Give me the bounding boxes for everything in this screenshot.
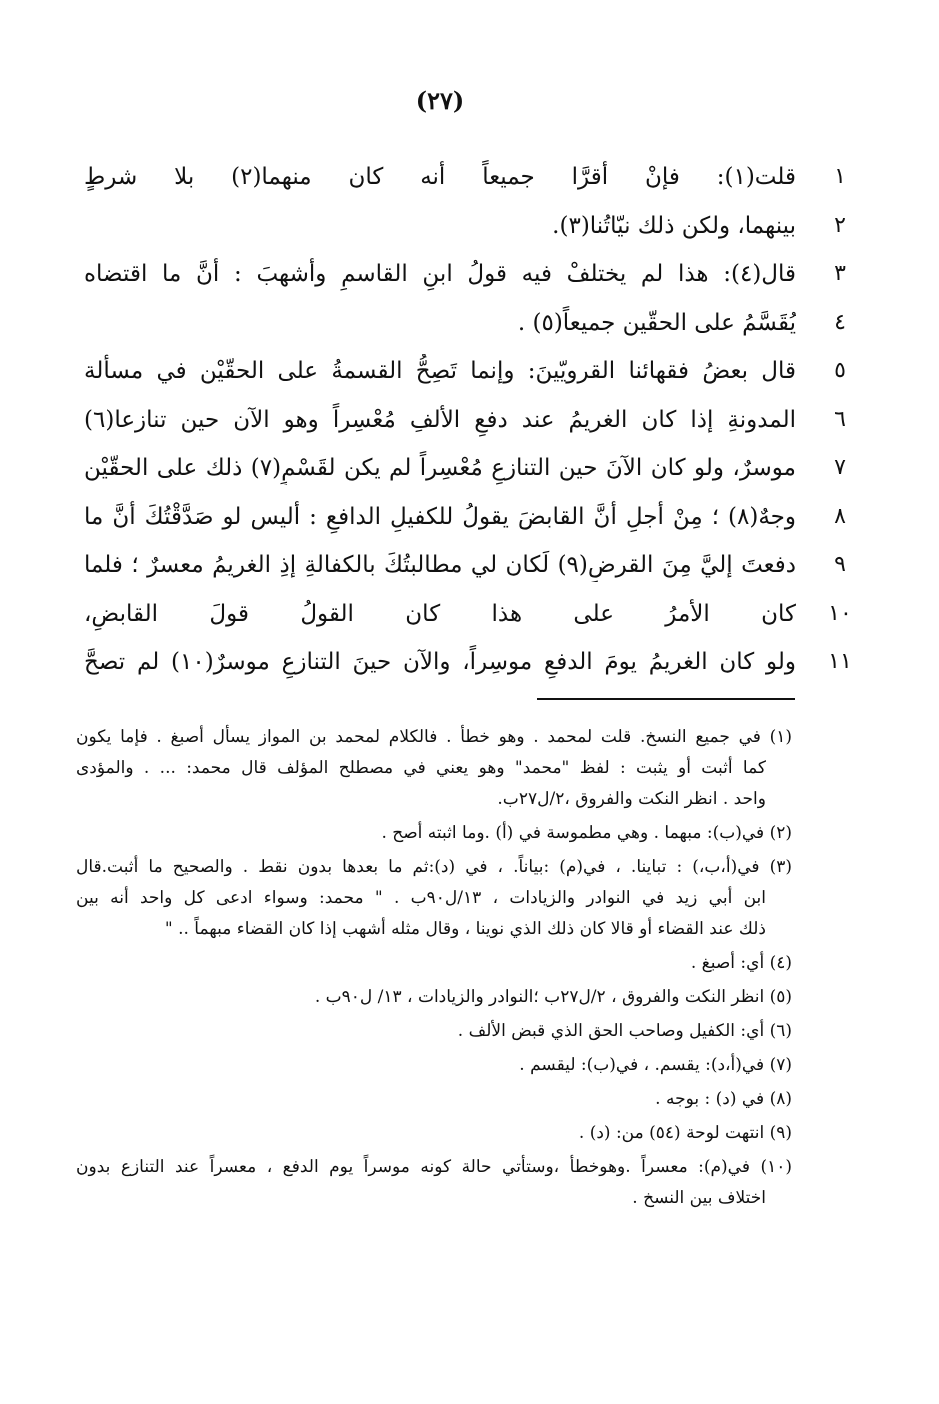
line-number: ١٠ bbox=[828, 600, 852, 626]
footnote-separator bbox=[537, 698, 795, 700]
line-text: كان الأمرُ على هذا كان القولُ قولَ القابضِ، bbox=[84, 600, 796, 627]
footnote-line: (٨) في (د) : بوجه . bbox=[655, 1089, 792, 1109]
line-text: يُقَسَّمُ على الحقّين جميعاً(٥) . bbox=[517, 309, 796, 336]
line-number: ٣ bbox=[834, 261, 846, 286]
footnote bbox=[76, 1050, 792, 1081]
text-line bbox=[60, 593, 860, 642]
text-line bbox=[60, 205, 860, 254]
line-text: ولو كان الغريمُ يومَ الدفعِ موسِراً، والآن حينَ التنازعِ موسرٌ(١٠) لم تصحَّ bbox=[84, 649, 796, 675]
text-line bbox=[60, 302, 860, 351]
footnote-line: (٢) في(ب): مبهما . وهي مطموسة في (أ) .وما اثبته أصح . bbox=[381, 823, 792, 843]
footnote bbox=[76, 1084, 792, 1115]
footnote bbox=[76, 818, 792, 849]
page-number: (٢٧) bbox=[415, 86, 465, 115]
footnote-line: (٩) انتهت لوحة (٥٤) من: (د) . bbox=[578, 1123, 792, 1143]
line-number: ١١ bbox=[828, 649, 852, 674]
footnote-line: (٥) انظر النكت والفروق ، ٢/ل٢٧ب ؛النوادر والزيادات ، ١٣/ ل٩٠ب . bbox=[314, 987, 792, 1007]
footnote-line: (٤) أي: أصبغ . bbox=[690, 953, 792, 973]
footnote bbox=[76, 948, 792, 979]
line-text: دفعتَ إليَّ مِنَ القرضِ(٩) لَكان لي مطالبتُكَ بالكفالةِ إذِ الغريمُ معسرٌ ؛ فلما bbox=[84, 552, 796, 578]
text-line bbox=[60, 253, 860, 302]
line-number: ١ bbox=[834, 164, 846, 189]
line-number: ٨ bbox=[834, 503, 846, 529]
footnote-line: (٣) في(أ،ب،) : تباينا. ، في(م) :بياناً. ، في (د):ثم ما بعدها بدون نقط . والصحيح ما أثبت.قال bbox=[76, 857, 792, 877]
line-number: ٥ bbox=[834, 358, 846, 383]
line-number: ٢ bbox=[834, 212, 846, 238]
text-line bbox=[60, 447, 860, 496]
line-text: موسرٌ، ولو كان الآنَ حين التنازعِ مُعْسِراً لم يكن لقَسْمٍ(٧) ذلك على الحقّيْن bbox=[84, 455, 796, 481]
line-text: قال(٤): هذا لم يختلفْ فيه قولُ ابنِ القاسمِ وأشهبَ : أنَّ ما اقتضاه bbox=[84, 261, 796, 287]
text-line bbox=[60, 156, 860, 205]
footnote-line: ذلك عند القضاء أو قالا كان ذلك الذي نوينا ، وقال مثله أشهب إذا كان القضاء مبهماً .. " bbox=[164, 919, 766, 939]
text-line bbox=[60, 641, 860, 690]
main-text bbox=[60, 156, 860, 690]
text-line bbox=[60, 496, 860, 545]
footnote bbox=[76, 1016, 792, 1047]
footnotes bbox=[76, 722, 792, 1217]
footnote-line: (٧) في(أ،د): يقسم. ، في(ب): ليقسم . bbox=[519, 1055, 792, 1075]
footnote bbox=[76, 1118, 792, 1149]
footnote bbox=[76, 722, 792, 815]
line-number: ٤ bbox=[834, 309, 846, 335]
text-line bbox=[60, 544, 860, 593]
footnote bbox=[76, 1152, 792, 1214]
line-text: قال بعضُ فقهائنا القرويّينَ: وإنما تَصِحُّ القسمةُ على الحقّيْن في مسألة bbox=[84, 358, 796, 384]
text-line bbox=[60, 399, 860, 448]
footnote-line: كما أثبت أو يثبت : لفظ "محمد" وهو يعني في مصطلح المؤلف قال محمد: ... . والمؤدى bbox=[76, 758, 766, 778]
line-text: وجهٌ(٨) ؛ مِنْ أجلِ أنَّ القابضَ يقولُ للكفيلِ الدافعِ : أليس لو صَدَّقْتُكَ أنَّ ما bbox=[84, 503, 796, 530]
line-number: ٩ bbox=[834, 552, 846, 577]
line-text: قلت(١): فإنْ أقرَّا جميعاً أنه كان منهما(٢) بلا شرطٍ bbox=[84, 164, 796, 190]
footnote bbox=[76, 852, 792, 945]
footnote-line: (١٠) في(م): معسراً .وهوخطأ ،وستأتي حالة كونه موسراً يوم الدفع ، معسراً عند التنازع بدون bbox=[76, 1157, 792, 1177]
footnote-line: ابن أبي زيد في النوادر والزيادات ، ١٣/ل٩٠ب . " محمد: وسواء ادعى كل واحد أنه بين bbox=[76, 888, 766, 908]
line-text: المدونةِ إذا كان الغريمُ عند دفعِ الألفِ مُعْسِراً وهو الآن حين تنازعا(٦) bbox=[84, 406, 796, 433]
line-text: بينهما، ولكن ذلك نيّاتُنا(٣). bbox=[552, 212, 796, 239]
line-number: ٦ bbox=[834, 406, 846, 432]
footnote-line: واحد . انظر النكت والفروق ،٢/ل٢٧ب. bbox=[497, 789, 766, 809]
text-line bbox=[60, 350, 860, 399]
footnote bbox=[76, 982, 792, 1013]
line-number: ٧ bbox=[834, 455, 846, 480]
footnote-line: (١) في جميع النسخ. قلت لمحمد . وهو خطأ . فالكلام لمحمد بن المواز يسأل أصبغ . فإما يكون bbox=[76, 727, 792, 747]
footnote-line: (٦) أي: الكفيل وصاحب الحق الذي قبض الألف . bbox=[457, 1021, 792, 1041]
footnote-line: اختلاف بين النسخ . bbox=[632, 1188, 766, 1208]
